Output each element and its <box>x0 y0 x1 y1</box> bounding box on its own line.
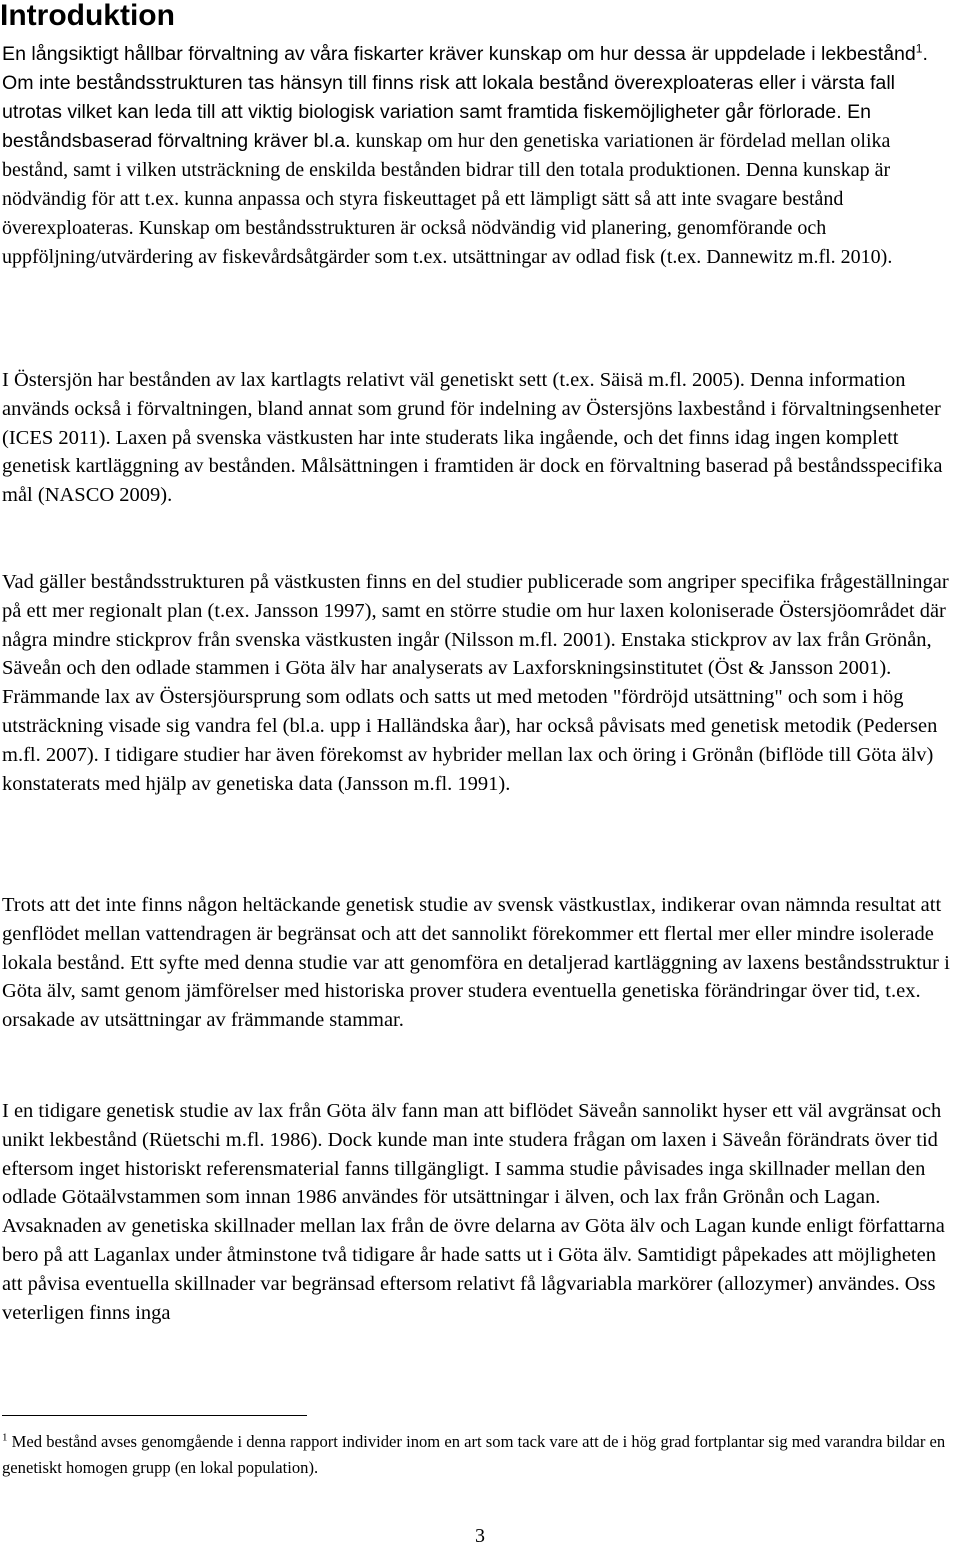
section-heading: Introduktion <box>0 0 175 32</box>
footnote <box>2 1429 957 1481</box>
footnote-separator <box>2 1415 307 1416</box>
intro-text-sans-cont: . Om inte beståndsstrukturen tas hänsyn till finns risk att lokala bestånd överexploateras eller i värsta fall utrotas vilket kan leda till att viktig biologisk variation samt framtida fiskemöjligheter går förlorade. En beståndsbaserad förvaltning kräver bl.a. <box>2 43 928 152</box>
footnote-reference[interactable]: 1 <box>915 41 923 56</box>
intro-text-sans: En långsiktigt hållbar förvaltning av våra fiskarter kräver kunskap om hur dessa är uppdelade i lekbestånd <box>2 43 916 65</box>
intro-text-serif: kunskap om hur den genetiska variationen är fördelad mellan olika bestånd, samt i vilken utsträckning de enskilda bestånden bidrar till den totala produktionen. Denna kunskap är nödvändig för att t.ex. kunna anpassa och styra fiskeuttaget på ett lämpligt sätt så att inte svagare bestånd överexploateras. Kunskap om beståndsstrukturen är också nödvändig vid planering, genomförande och uppföljning/utvärdering av fiskevårdsåtgärder som t.ex. utsättningar av odlad fisk (t.ex. Dannewitz m.fl. 2010). <box>2 130 893 268</box>
paragraph-tidigare-studie: I en tidigare genetisk studie av lax från Göta älv fann man att biflödet Säveån sannolikt hyser ett väl avgränsat och unikt lekbestånd (Rüetschi m.fl. 1986). Dock kunde man inte studera frågan om laxen i Säveån förändrats över tid eftersom inget historiskt referensmaterial fanns tillgängligt. I samma studie påvisades inga skillnader mellan den odlade Götaälvstammen som innan 1986 användes för utsättningar i älven, och lax från Grönån och Lagan. Avsaknaden av genetiska skillnader mellan lax från de övre delarna av Göta älv och Lagan kunde enligt författarna bero på att Laganlax under åtminstone två tidigare år hade satts ut i Göta älv. Samtidigt påpekades att möjligheten att påvisa eventuella skillnader var begränsad eftersom relativt få lågvariabla markörer (allozymer) användes. Oss veterligen finns inga <box>2 1100 945 1324</box>
page-number: 3 <box>475 1525 485 1547</box>
paragraph-ostersjon: I Östersjön har bestånden av lax kartlagts relativt väl genetiskt sett (t.ex. Säisä m.fl. 2005). Denna information används också i förvaltningen, bland annat som grund för indelning av Östersjöns laxbestånd i förvaltningsenheter (ICES 2011). Laxen på svenska västkusten har inte studerats lika ingående, och det finns idag ingen komplett genetisk kartläggning av bestånden. Målsättningen i framtiden är dock en förvaltning baserad på beståndsspecifika mål (NASCO 2009). <box>2 369 943 507</box>
paragraph-genflode: Trots att det inte finns någon heltäckande genetisk studie av svensk västkustlax, indikerar ovan nämnda resultat att genflödet mellan vattendragen är begränsat och att det sannolikt förekommer ett flertal mer eller mindre isolerade lokala bestånd. Ett syfte med denna studie var att genomföra en detaljerad kartläggning av laxens beståndsstruktur i Göta älv, samt genom jämförelser med historiska prover studera eventuella genetiska förändringar över tid, t.ex. orsakade av utsättningar av främmande stammar. <box>2 894 950 1032</box>
footnote-marker: 1 <box>2 1431 8 1444</box>
intro-paragraph <box>2 40 957 272</box>
paragraph-vastkusten: Vad gäller beståndsstrukturen på västkusten finns en del studier publicerade som angriper specifika frågeställningar på ett mer regionalt plan (t.ex. Jansson 1997), samt en större studie om hur laxen koloniserade Östersjöområdet där några mindre stickprov från svenska västkusten ingår (Nilsson m.fl. 2001). Enstaka stickprov av lax från Grönån, Säveån och den odlade stammen i Göta älv har analyserats av Laxforskningsinstitutet (Öst & Jansson 2001). Främmande lax av Östersjöursprung som odlats och satts ut med metoden "fördröjd utsättning" och som i hög utsträckning visade sig vandra fel (bl.a. upp i Halländska åar), har också påvisats med genetisk metodik (Pedersen m.fl. 2007). I tidigare studier har även förekomst av hybrider mellan lax och öring i Grönån (biflöde till Göta älv) konstaterats med hjälp av genetiska data (Jansson m.fl. 1991). <box>2 571 949 795</box>
footnote-text: Med bestånd avses genomgående i denna rapport individer inom en art som tack vare att de i hög grad fortplantar sig med varandra bildar en genetiskt homogen grupp (en lokal population). <box>2 1432 946 1477</box>
